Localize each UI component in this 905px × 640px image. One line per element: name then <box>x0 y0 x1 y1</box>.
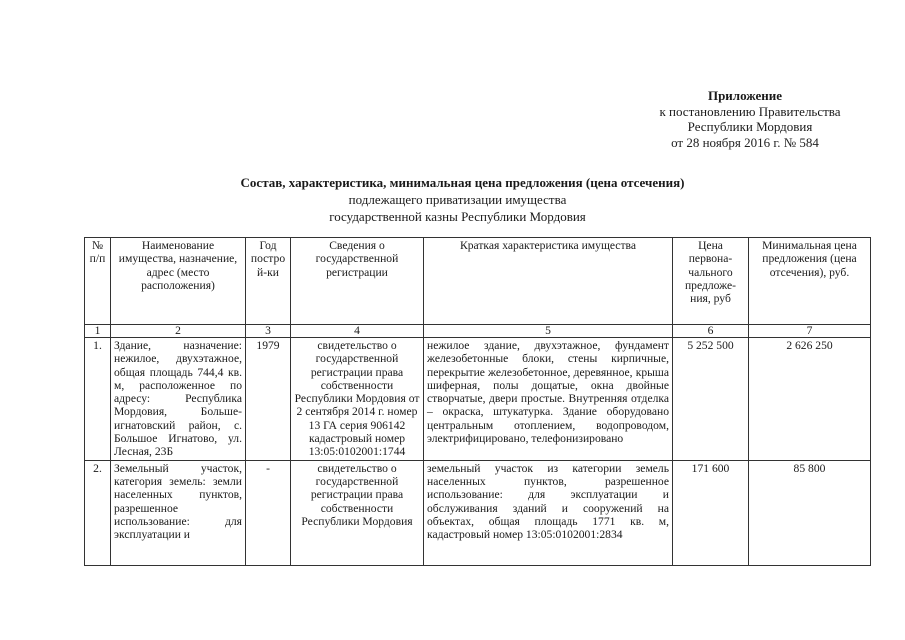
column-number: 6 <box>673 325 749 338</box>
heading-sub-1: подлежащего приватизации имущества <box>348 192 567 207</box>
appendix-line-2: Республики Мордовия <box>687 119 813 134</box>
column-number: 3 <box>246 325 291 338</box>
header-registration: Сведения о государственной регистрации <box>291 238 424 325</box>
appendix-block <box>560 88 890 150</box>
initial-price: 5 252 500 <box>673 338 749 461</box>
header-name: Наименование имущества, назначение, адрес (место расположения) <box>111 238 246 325</box>
heading-main: Состав, характеристика, минимальная цена предложения (цена отсечения) <box>240 175 685 190</box>
column-number: 2 <box>111 325 246 338</box>
appendix-date: от 28 ноября 2016 г. № 584 <box>671 134 819 150</box>
column-numbers-row <box>85 325 871 338</box>
column-number: 1 <box>85 325 111 338</box>
initial-price: 171 600 <box>673 460 749 565</box>
heading-sub-2: государственной казны Республики Мордовия <box>329 209 586 224</box>
column-number: 5 <box>424 325 673 338</box>
header-description: Краткая характеристика имущества <box>424 238 673 325</box>
header-min-price: Минимальная цена предложения (цена отсечения), руб. <box>749 238 871 325</box>
min-price: 2 626 250 <box>749 338 871 461</box>
property-name: Земельный участок, категория земель: земли населенных пунктов, разрешенное использование: для эксплуатации и <box>111 460 246 565</box>
row-number: 2. <box>85 460 111 565</box>
property-table <box>84 237 871 566</box>
table-row <box>85 460 871 565</box>
table-row <box>85 338 871 461</box>
property-description: нежилое здание, двухэтажное, фундамент железобетонные блоки, стены кирпичные, перекрытие железобетонное, деревянное, крыша шиферная, полы дощатые, окна двойные створчатые, двери простые. Внутренняя отделка – окраска, штукатурка. Здание оборудовано центральным отоплением, водопроводом, электрифицировано, телефонизировано <box>424 338 673 461</box>
min-price: 85 800 <box>749 460 871 565</box>
property-name: Здание, назначение: нежилое, двухэтажное, общая площадь 744,4 кв. м, расположенное по адресу: Республика Мордовия, Больше-игнатовский район, с. Большое Игнатово, ул. Лесная, 23Б <box>111 338 246 461</box>
column-number: 4 <box>291 325 424 338</box>
table-header-row <box>85 238 871 325</box>
column-number: 7 <box>749 325 871 338</box>
row-number: 1. <box>85 338 111 461</box>
build-year: - <box>246 460 291 565</box>
build-year: 1979 <box>246 338 291 461</box>
document-heading <box>0 174 905 225</box>
appendix-line-1: к постановлению Правительства <box>659 103 841 119</box>
header-initial-price: Цена первона-чального предложе-ния, руб <box>673 238 749 325</box>
appendix-title: Приложение <box>707 88 783 103</box>
header-year: Год постро й-ки <box>246 238 291 325</box>
property-description: земельный участок из категории земель населенных пунктов, разрешенное использование: для эксплуатации и обслуживания зданий и сооружений на объектах, общая площадь 1771 кв. м, кадастровый номер 13:05:0102001:2834 <box>424 460 673 565</box>
header-num: № п/п <box>85 238 111 325</box>
registration-info: свидетельство о государственной регистрации права собственности Республики Мордовия от 2 сентября 2014 г. номер 13 ГА серия 906142 кадастровый номер 13:05:0102001:1744 <box>291 338 424 461</box>
registration-info: свидетельство о государственной регистрации права собственности Республики Мордовия <box>291 460 424 565</box>
